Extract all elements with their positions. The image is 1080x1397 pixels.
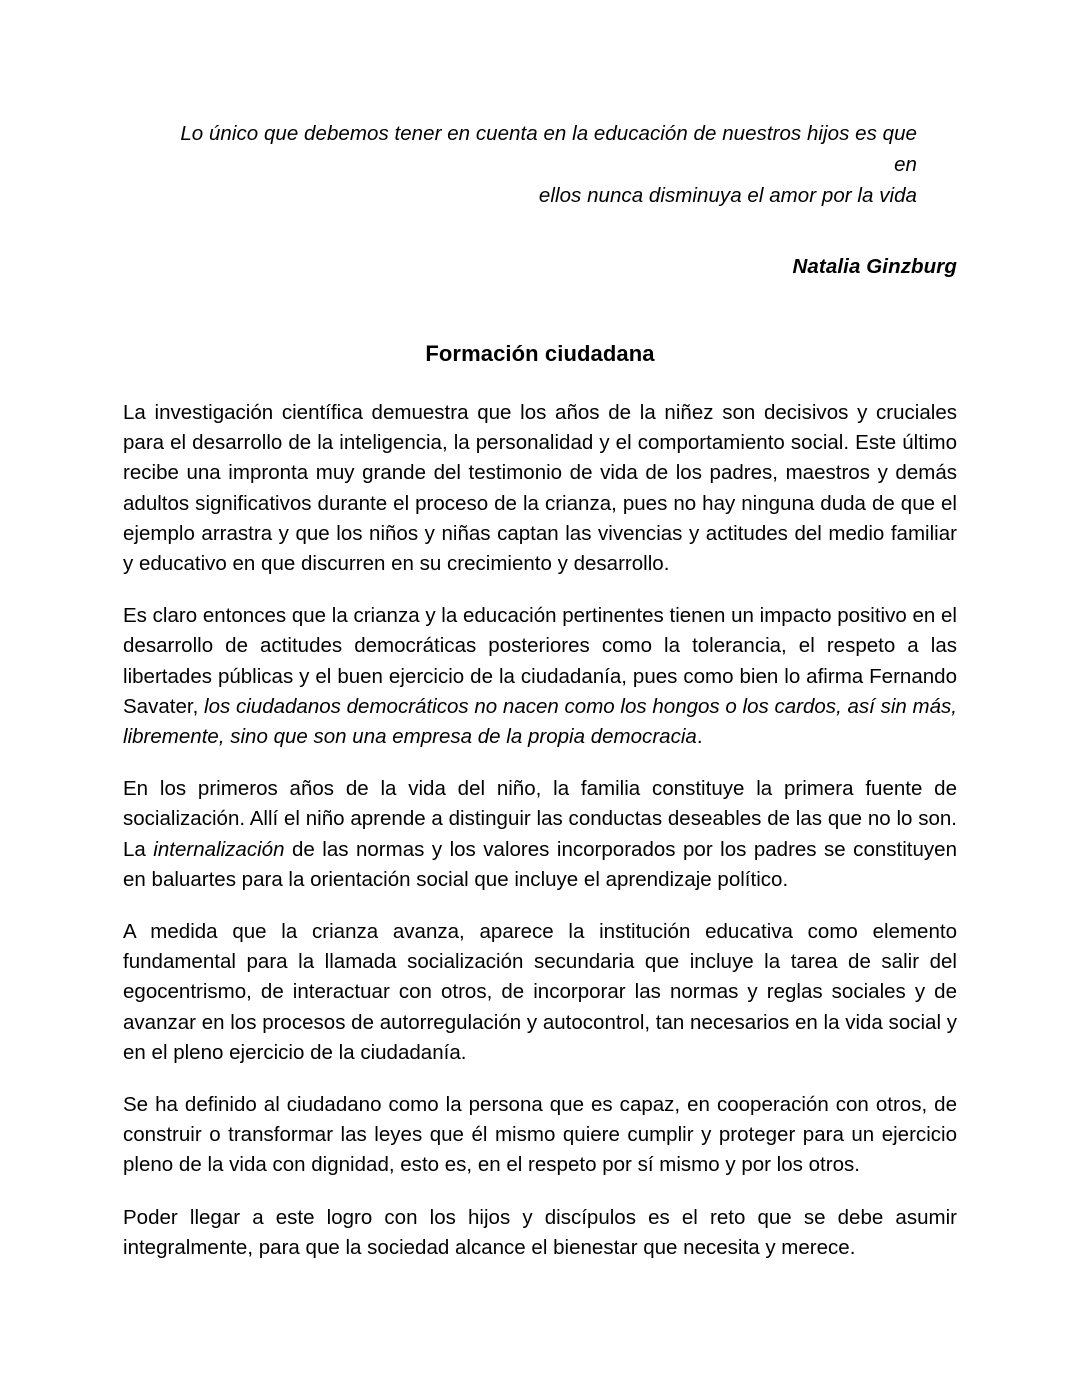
epigraph-attribution: Natalia Ginzburg <box>792 255 957 278</box>
text-run: La investigación científica demuestra que los años de la niñez son decisivos y cruciales para el desarrollo de la inteligencia, la personalidad y el comportamiento social. Este último recibe una impronta muy grande del testimonio de vida de los padres, maestros y demás adultos significativos durante el proceso de la crianza, pues no hay ninguna duda de que el ejemplo arrastra y que los niños y niñas captan las vivencias y actitudes del medio familiar y educativo en que discurren en su crecimiento y desarrollo. <box>123 401 957 576</box>
text-run: En los primeros años de la vida del niño, la familia constituye la primera fuente de socialización. Allí el niño aprende a distinguir las conductas deseables de las que no lo son. La <box>123 777 957 861</box>
paragraph <box>123 917 957 1068</box>
italic-run: los ciudadanos democráticos no nacen como los hongos o los cardos, así sin más, libremente, sino que son una empresa de la propia democracia <box>123 694 957 749</box>
paragraph <box>123 601 957 752</box>
text-run: Es claro entonces que la crianza y la educación pertinentes tienen un impacto positivo en el desarrollo de actitudes democráticas posteriores como la tolerancia, el respeto a las libertades públicas y el buen ejercicio de la ciudadanía, pues como bien lo afirma Fernando Savater, <box>123 604 957 718</box>
epigraph-quote <box>163 118 917 211</box>
text-run: A medida que la crianza avanza, aparece la institución educativa como elemento fundamental para la llamada socialización secundaria que incluye la tarea de salir del egocentrismo, de interactuar con otros, de incorporar las normas y reglas sociales y de avanzar en los procesos de autorregulación y autocontrol, tan necesarios en la vida social y en el pleno ejercicio de la ciudadanía. <box>123 920 957 1064</box>
text-run: de las normas y los valores incorporados por los padres se constituyen en baluartes para la orientación social que incluye el aprendizaje político. <box>123 837 957 891</box>
epigraph-line-1: Lo único que debemos tener en cuenta en la educación de nuestros hijos es que en <box>180 122 917 176</box>
page-title: Formación ciudadana <box>425 341 655 366</box>
italic-run: internalización <box>153 837 285 861</box>
paragraph <box>123 774 957 895</box>
body-copy <box>123 369 957 1263</box>
epigraph-line-2: ellos nunca disminuya el amor por la vida <box>538 184 917 207</box>
text-run: . <box>696 725 703 749</box>
paragraph <box>123 1203 957 1263</box>
text-run: Poder llegar a este logro con los hijos y discípulos es el reto que se debe asumir integralmente, para que la sociedad alcance el bienestar que necesita y merece. <box>123 1205 957 1259</box>
paragraph <box>123 1090 957 1181</box>
text-run: Se ha definido al ciudadano como la persona que es capaz, en cooperación con otros, de construir o transformar las leyes que él mismo quiere cumplir y proteger para un ejercicio pleno de la vida con dignidad, esto es, en el respeto por sí mismo y por los otros. <box>123 1093 957 1177</box>
document-content-column <box>123 0 957 1263</box>
paragraph <box>123 398 957 579</box>
